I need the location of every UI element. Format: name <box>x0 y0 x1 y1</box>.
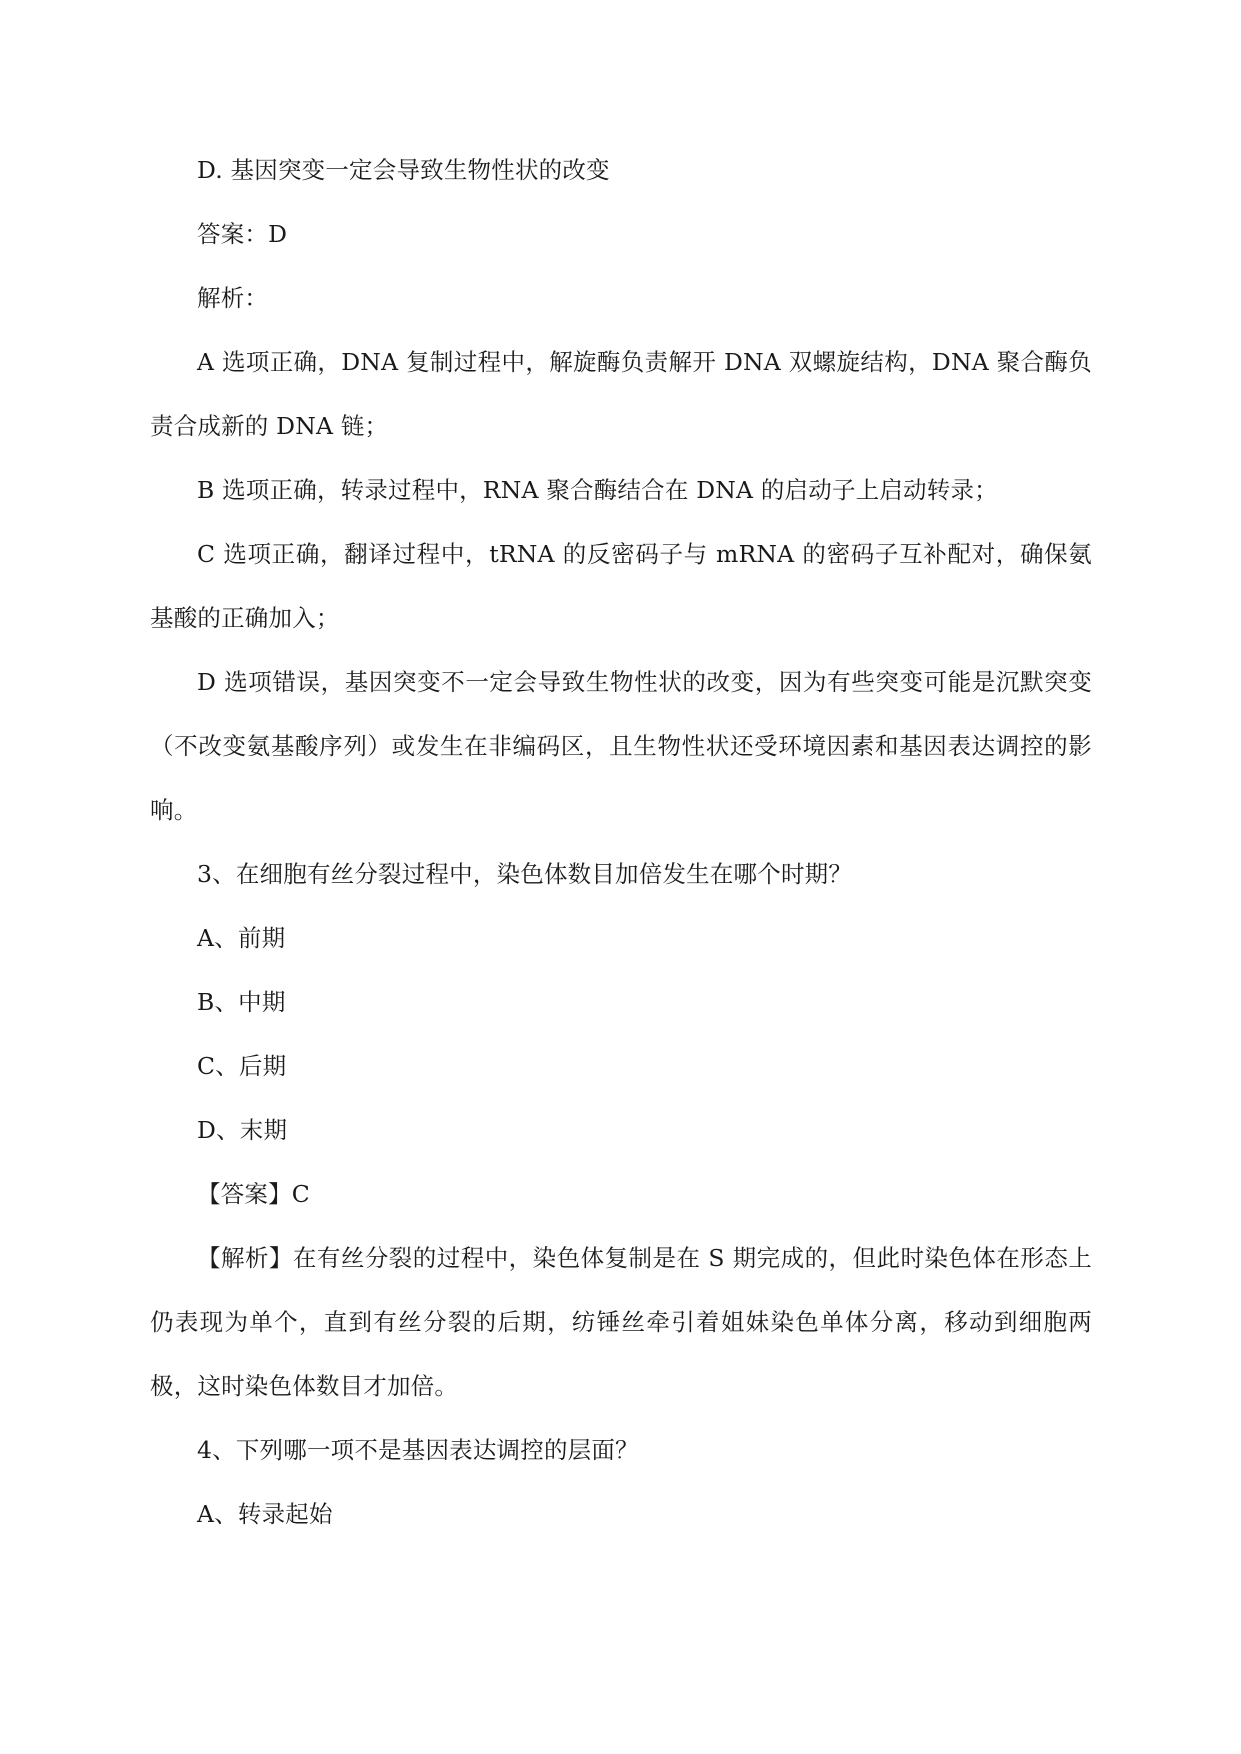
explanation-option-d: D 选项错误，基因突变不一定会导致生物性状的改变，因为有些突变可能是沉默突变（不改变氨基酸序列）或发生在非编码区，且生物性状还受环境因素和基因表达调控的影响。 <box>150 668 1092 824</box>
question-4-option-a: A、转录起始 <box>197 1500 333 1528</box>
question-3-option-a: A、前期 <box>197 924 286 952</box>
question-3-explanation: 【解析】在有丝分裂的过程中，染色体复制是在 S 期完成的，但此时染色体在形态上仍表现为单个，直到有丝分裂的后期，纺锤丝牵引着姐妹染色单体分离，移动到细胞两极，这时染色体数目才加倍。 <box>150 1244 1092 1400</box>
question-3-option-c: C、后期 <box>197 1052 287 1080</box>
question-4: 4、下列哪一项不是基因表达调控的层面？ <box>197 1436 639 1464</box>
explanation-option-b: B 选项正确，转录过程中，RNA 聚合酶结合在 DNA 的启动子上启动转录； <box>197 476 998 504</box>
explanation-option-c: C 选项正确，翻译过程中，tRNA 的反密码子与 mRNA 的密码子互补配对，确保氨基酸的正确加入； <box>150 540 1092 632</box>
question-3-option-b: B、中期 <box>197 988 286 1016</box>
explanation-option-a: A 选项正确，DNA 复制过程中，解旋酶负责解开 DNA 双螺旋结构，DNA 聚合酶负责合成新的 DNA 链； <box>150 348 1092 440</box>
question-3-option-d: D、末期 <box>197 1116 288 1144</box>
answer-line: 答案：D <box>197 220 288 248</box>
document-body <box>150 138 1092 1546</box>
question-3: 3、在细胞有丝分裂过程中，染色体数目加倍发生在哪个时期？ <box>197 860 853 888</box>
explanation-heading: 解析： <box>197 284 269 312</box>
option-d-statement: D. 基因突变一定会导致生物性状的改变 <box>197 156 610 184</box>
question-3-answer: 【答案】C <box>197 1180 310 1208</box>
